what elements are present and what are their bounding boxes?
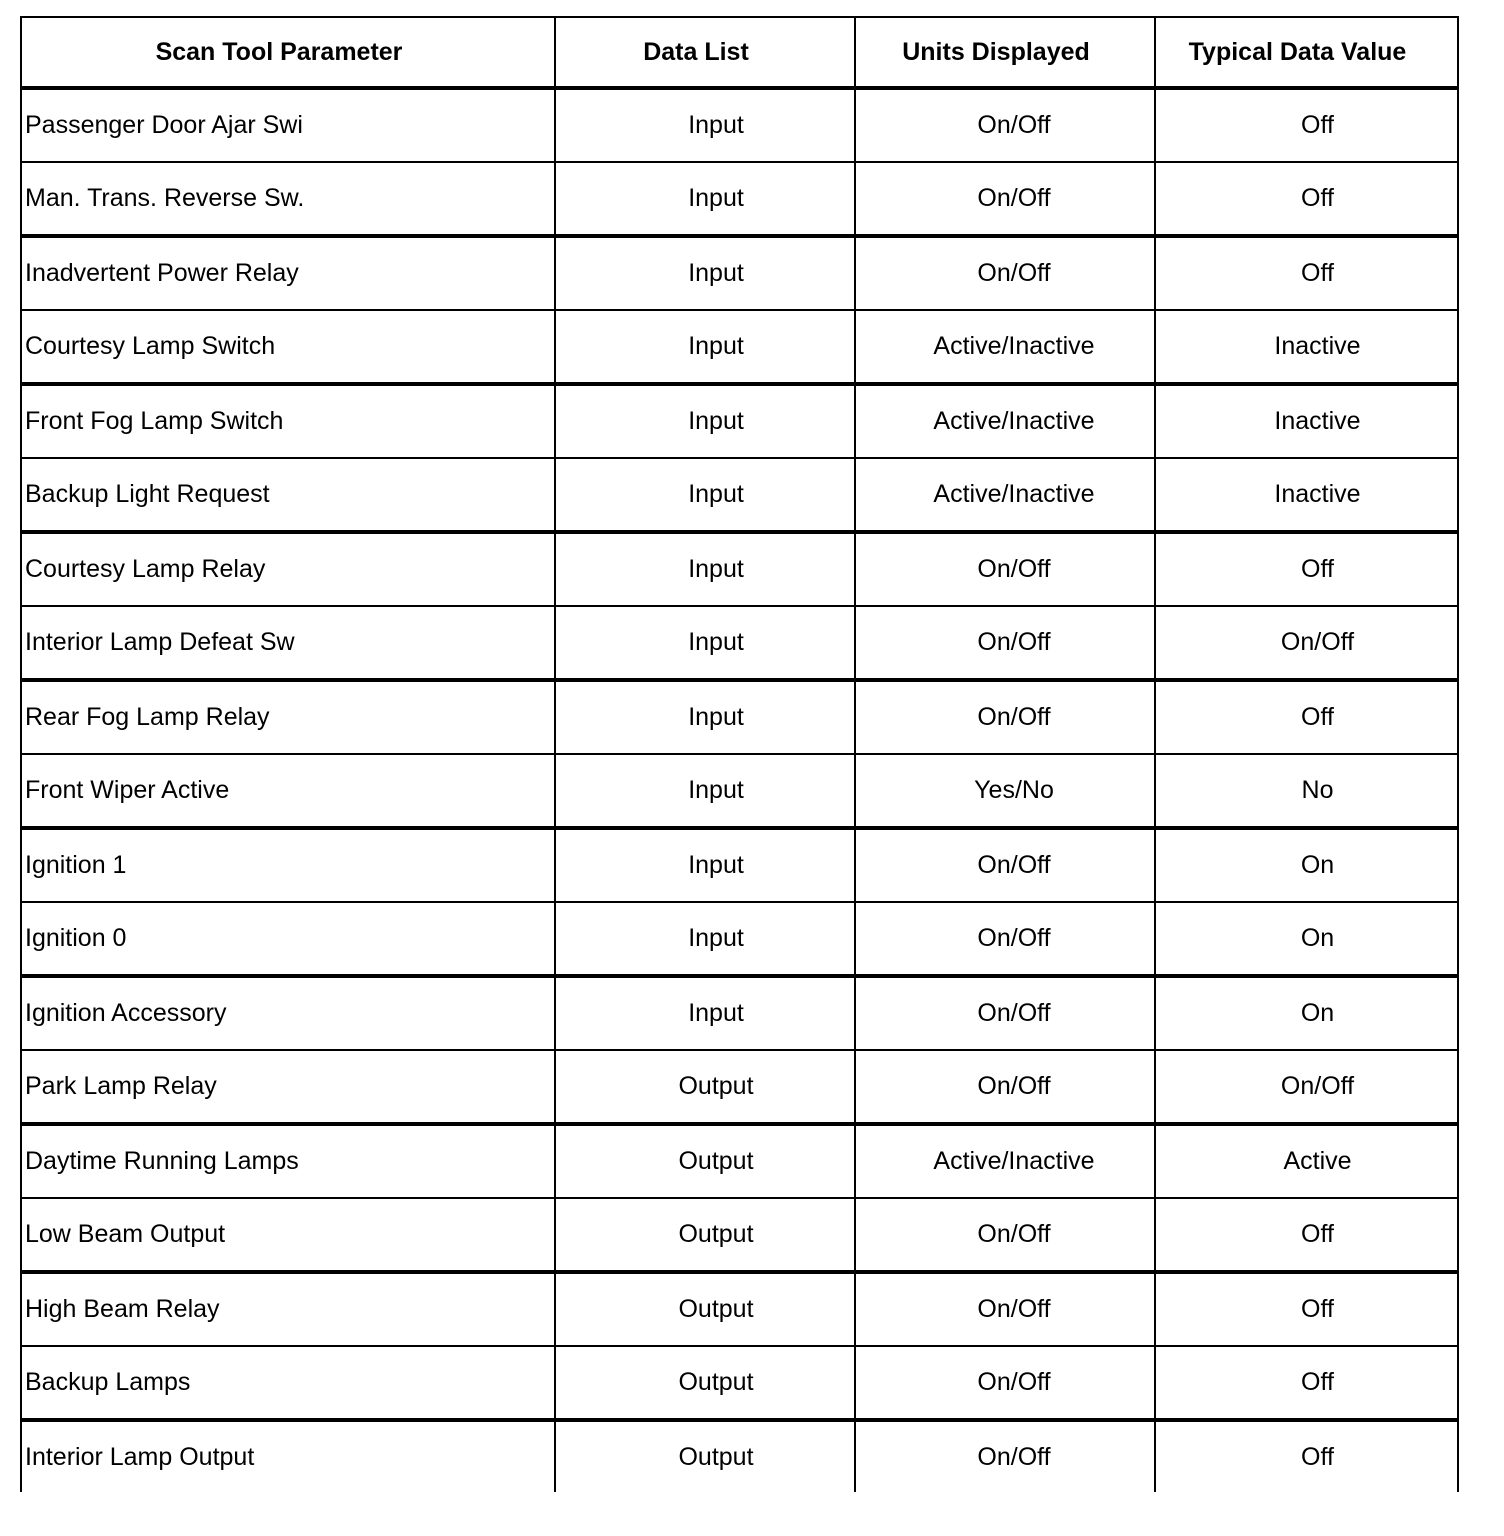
table-row bbox=[21, 236, 1458, 310]
table-row bbox=[21, 532, 1458, 606]
parameter-cell: Ignition 1 bbox=[21, 828, 555, 902]
table-row bbox=[21, 310, 1458, 384]
data-list-cell: Output bbox=[555, 1420, 855, 1492]
table-row bbox=[21, 1198, 1458, 1272]
data-list-cell: Output bbox=[555, 1050, 855, 1124]
units-cell: On/Off bbox=[855, 88, 1155, 162]
units-cell: On/Off bbox=[855, 236, 1155, 310]
typical-value-cell: Off bbox=[1155, 532, 1458, 606]
units-cell: Yes/No bbox=[855, 754, 1155, 828]
scan-tool-data-table bbox=[20, 16, 1459, 1492]
parameter-cell: Interior Lamp Output bbox=[21, 1420, 555, 1492]
table-row bbox=[21, 680, 1458, 754]
typical-value-cell: Inactive bbox=[1155, 458, 1458, 532]
units-cell: On/Off bbox=[855, 828, 1155, 902]
units-cell: On/Off bbox=[855, 1272, 1155, 1346]
typical-value-cell: Active bbox=[1155, 1124, 1458, 1198]
header-row bbox=[21, 17, 1458, 88]
table-row bbox=[21, 88, 1458, 162]
table-row bbox=[21, 902, 1458, 976]
units-cell: On/Off bbox=[855, 680, 1155, 754]
typical-value-cell: No bbox=[1155, 754, 1458, 828]
table-row bbox=[21, 458, 1458, 532]
parameter-cell: Front Fog Lamp Switch bbox=[21, 384, 555, 458]
table-row bbox=[21, 1420, 1458, 1492]
parameter-cell: Inadvertent Power Relay bbox=[21, 236, 555, 310]
table-row bbox=[21, 606, 1458, 680]
typical-value-cell: Off bbox=[1155, 162, 1458, 236]
table-row bbox=[21, 1272, 1458, 1346]
typical-value-cell: Off bbox=[1155, 1346, 1458, 1420]
header-typical-data-value: Typical Data Value bbox=[1155, 17, 1458, 88]
typical-value-cell: Inactive bbox=[1155, 310, 1458, 384]
typical-value-cell: Inactive bbox=[1155, 384, 1458, 458]
typical-value-cell: Off bbox=[1155, 236, 1458, 310]
typical-value-cell: Off bbox=[1155, 88, 1458, 162]
parameter-cell: Ignition Accessory bbox=[21, 976, 555, 1050]
table-row bbox=[21, 1124, 1458, 1198]
parameter-cell: Backup Lamps bbox=[21, 1346, 555, 1420]
parameter-cell: Front Wiper Active bbox=[21, 754, 555, 828]
units-cell: On/Off bbox=[855, 976, 1155, 1050]
data-list-cell: Input bbox=[555, 902, 855, 976]
data-list-cell: Input bbox=[555, 532, 855, 606]
header-parameter: Scan Tool Parameter bbox=[21, 17, 555, 88]
parameter-cell: Low Beam Output bbox=[21, 1198, 555, 1272]
parameter-cell: Courtesy Lamp Switch bbox=[21, 310, 555, 384]
typical-value-cell: Off bbox=[1155, 680, 1458, 754]
data-list-cell: Input bbox=[555, 162, 855, 236]
parameter-cell: High Beam Relay bbox=[21, 1272, 555, 1346]
typical-value-cell: Off bbox=[1155, 1272, 1458, 1346]
table-row bbox=[21, 828, 1458, 902]
parameter-cell: Man. Trans. Reverse Sw. bbox=[21, 162, 555, 236]
header-units-displayed: Units Displayed bbox=[855, 17, 1155, 88]
units-cell: On/Off bbox=[855, 162, 1155, 236]
table-row bbox=[21, 1346, 1458, 1420]
header-data-list: Data List bbox=[555, 17, 855, 88]
typical-value-cell: On bbox=[1155, 828, 1458, 902]
table-row bbox=[21, 754, 1458, 828]
units-cell: On/Off bbox=[855, 1050, 1155, 1124]
typical-value-cell: On/Off bbox=[1155, 606, 1458, 680]
data-list-cell: Input bbox=[555, 458, 855, 532]
parameter-cell: Interior Lamp Defeat Sw bbox=[21, 606, 555, 680]
units-cell: Active/Inactive bbox=[855, 384, 1155, 458]
parameter-cell: Daytime Running Lamps bbox=[21, 1124, 555, 1198]
parameter-cell: Park Lamp Relay bbox=[21, 1050, 555, 1124]
data-list-cell: Input bbox=[555, 976, 855, 1050]
units-cell: Active/Inactive bbox=[855, 1124, 1155, 1198]
data-list-cell: Input bbox=[555, 236, 855, 310]
data-list-cell: Input bbox=[555, 828, 855, 902]
parameter-cell: Ignition 0 bbox=[21, 902, 555, 976]
units-cell: On/Off bbox=[855, 532, 1155, 606]
parameter-cell: Backup Light Request bbox=[21, 458, 555, 532]
data-list-cell: Output bbox=[555, 1198, 855, 1272]
data-list-cell: Output bbox=[555, 1272, 855, 1346]
units-cell: On/Off bbox=[855, 902, 1155, 976]
data-list-cell: Input bbox=[555, 88, 855, 162]
data-list-cell: Output bbox=[555, 1124, 855, 1198]
data-list-cell: Input bbox=[555, 310, 855, 384]
data-list-cell: Input bbox=[555, 680, 855, 754]
units-cell: On/Off bbox=[855, 1198, 1155, 1272]
parameter-cell: Courtesy Lamp Relay bbox=[21, 532, 555, 606]
parameter-cell: Passenger Door Ajar Swi bbox=[21, 88, 555, 162]
typical-value-cell: On/Off bbox=[1155, 1050, 1458, 1124]
table-row bbox=[21, 1050, 1458, 1124]
table-row bbox=[21, 384, 1458, 458]
units-cell: On/Off bbox=[855, 1346, 1155, 1420]
parameter-cell: Rear Fog Lamp Relay bbox=[21, 680, 555, 754]
typical-value-cell: Off bbox=[1155, 1198, 1458, 1272]
table-row bbox=[21, 976, 1458, 1050]
units-cell: Active/Inactive bbox=[855, 458, 1155, 532]
typical-value-cell: Off bbox=[1155, 1420, 1458, 1492]
typical-value-cell: On bbox=[1155, 902, 1458, 976]
data-list-cell: Input bbox=[555, 754, 855, 828]
data-list-cell: Input bbox=[555, 606, 855, 680]
units-cell: Active/Inactive bbox=[855, 310, 1155, 384]
table-row bbox=[21, 162, 1458, 236]
units-cell: On/Off bbox=[855, 606, 1155, 680]
units-cell: On/Off bbox=[855, 1420, 1155, 1492]
typical-value-cell: On bbox=[1155, 976, 1458, 1050]
data-list-cell: Output bbox=[555, 1346, 855, 1420]
data-list-cell: Input bbox=[555, 384, 855, 458]
